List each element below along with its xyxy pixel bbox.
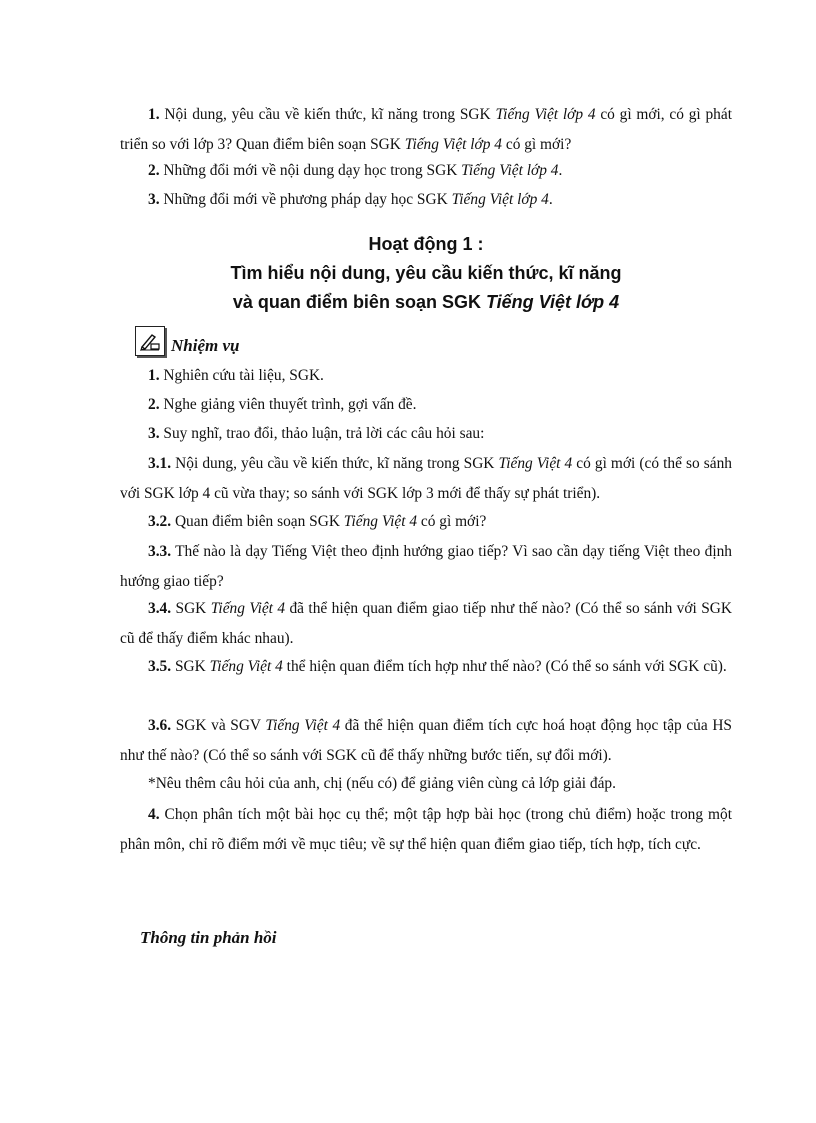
feedback-heading: Thông tin phản hồi <box>140 928 277 947</box>
task-item-3-6: 3.6. SGK và SGV Tiếng Việt 4 đã thể hiện quan điểm tích cực hoá hoạt động học tập của HS như thế nào? (Có thể so sánh với SGK cũ để thấy những bước tiến, sự đổi mới). <box>120 717 732 764</box>
intro-question-1: 1. Nội dung, yêu cầu về kiến thức, kĩ năng trong SGK Tiếng Việt lớp 4 có gì mới, có gì phát triển so với lớp 3? Quan điểm biên soạn SGK Tiếng Việt lớp 4 có gì mới? <box>120 106 732 153</box>
task-item-2: 2. Nghe giảng viên thuyết trình, gợi vấn đề. <box>148 396 417 413</box>
activity-subtitle-2: và quan điểm biên soạn SGK Tiếng Việt lớp 4 <box>232 292 620 312</box>
task-item-3-4: 3.4. SGK Tiếng Việt 4 đã thể hiện quan điểm giao tiếp như thế nào? (Có thể so sánh với SGK cũ để thấy điểm khác nhau). <box>120 600 732 647</box>
intro-question-3: 3. Những đổi mới về phương pháp dạy học SGK Tiếng Việt lớp 4. <box>148 191 553 208</box>
task-item-3-1: 3.1. Nội dung, yêu cầu về kiến thức, kĩ năng trong SGK Tiếng Việt 4 có gì mới (có thể so sánh với SGK lớp 4 cũ vừa thay; so sánh với SGK lớp 3 mới để thấy sự phát triển). <box>120 455 732 502</box>
intro-question-2: 2. Những đổi mới về nội dung dạy học trong SGK Tiếng Việt lớp 4. <box>148 162 563 179</box>
activity-subtitle: Tìm hiểu nội dung, yêu cầu kiến thức, kĩ năng <box>230 263 622 283</box>
task-item-note: *Nêu thêm câu hỏi của anh, chị (nếu có) để giảng viên cùng cả lớp giải đáp. <box>148 775 616 792</box>
pencil-writing-icon <box>135 326 165 356</box>
task-item-3: 3. Suy nghĩ, trao đổi, thảo luận, trả lời các câu hỏi sau: <box>148 425 485 442</box>
task-item-1: 1. Nghiên cứu tài liệu, SGK. <box>148 367 324 384</box>
task-header <box>135 322 239 356</box>
task-item-3-2: 3.2. Quan điểm biên soạn SGK Tiếng Việt 4 có gì mới? <box>148 513 487 530</box>
task-title: Nhiệm vụ <box>171 336 240 355</box>
activity-heading: Hoạt động 1 : <box>368 234 484 254</box>
task-item-3-5: 3.5. SGK Tiếng Việt 4 thể hiện quan điểm tích hợp như thế nào? (Có thể so sánh với SGK cũ). <box>148 658 727 675</box>
task-item-3-3: 3.3. Thế nào là dạy Tiếng Việt theo định hướng giao tiếp? Vì sao cần dạy tiếng Việt theo định hướng giao tiếp? <box>120 543 732 590</box>
task-item-4: 4. Chọn phân tích một bài học cụ thể; một tập hợp bài học (trong chủ điểm) hoặc trong một phân môn, chỉ rõ điểm mới về mục tiêu; về sự thể hiện quan điểm giao tiếp, tích hợp, tích cực. <box>120 806 732 853</box>
